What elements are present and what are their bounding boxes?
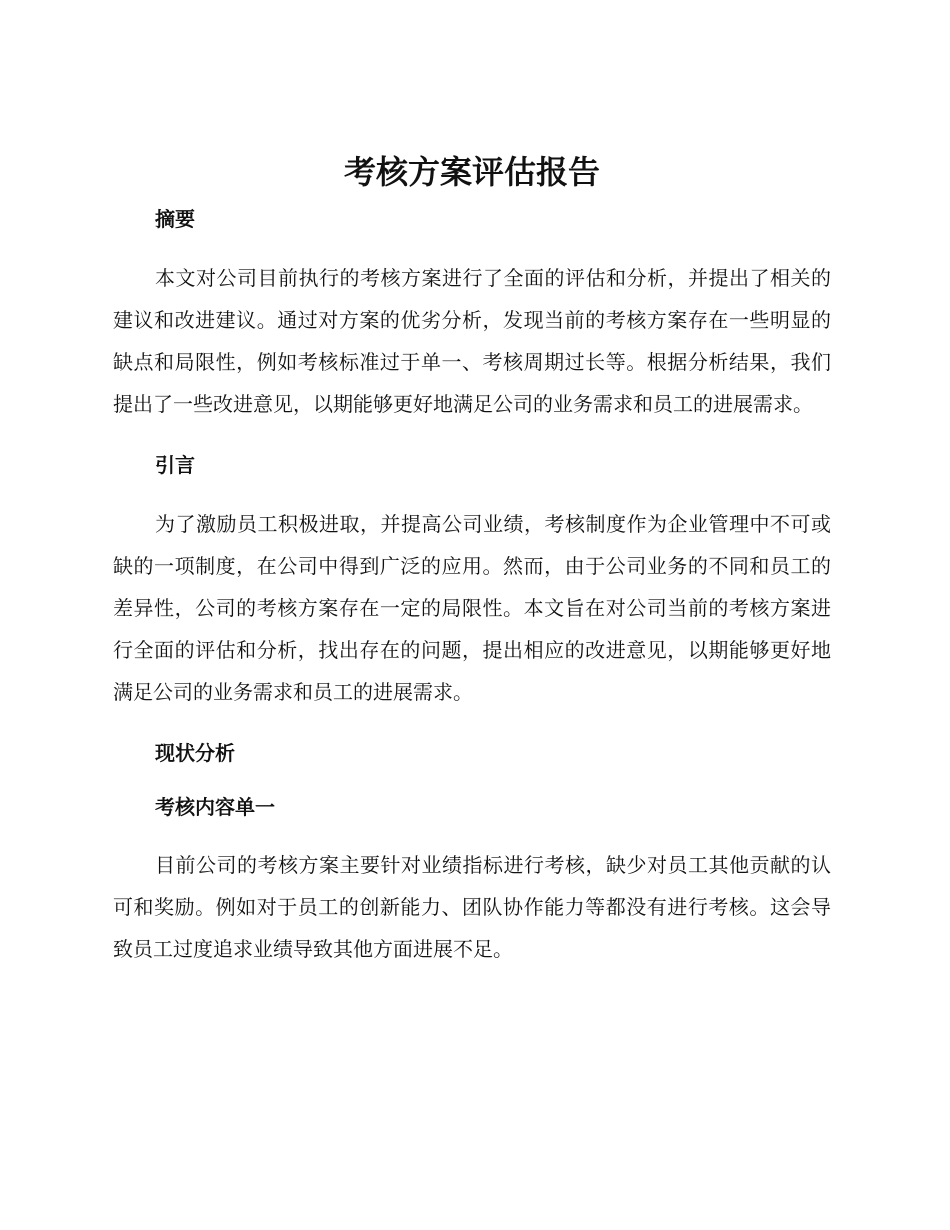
introduction-paragraph: 为了激励员工积极进取，并提高公司业绩，考核制度作为企业管理中不可或缺的一项制度，在公司中得到广泛的应用。然而，由于公司业务的不同和员工的差异性，公司的考核方案存在一定的局限性。本文旨在对公司当前的考核方案进行全面的评估和分析，找出存在的问题，提出相应的改进意见，以期能够更好地满足公司的业务需求和员工的进展需求。 — [113, 512, 831, 704]
status-analysis-heading: 现状分析 — [155, 741, 235, 765]
abstract-paragraph: 本文对公司目前执行的考核方案进行了全面的评估和分析，并提出了相关的建议和改进建议。通过对方案的优劣分析，发现当前的考核方案存在一些明显的缺点和局限性，例如考核标准过于单一、考核周期过长等。根据分析结果，我们提出了一些改进意见，以期能够更好地满足公司的业务需求和员工的进展需求。 — [113, 266, 831, 416]
single-content-paragraph: 目前公司的考核方案主要针对业绩指标进行考核，缺少对员工其他贡献的认可和奖励。例如对于员工的创新能力、团队协作能力等都没有进行考核。这会导致员工过度追求业绩导致其他方面进展不足。 — [113, 853, 831, 961]
single-content-heading: 考核内容单一 — [155, 795, 275, 819]
document-title: 考核方案评估报告 — [343, 153, 600, 191]
abstract-heading: 摘要 — [155, 207, 195, 231]
introduction-heading: 引言 — [155, 453, 195, 477]
document-content — [113, 148, 831, 970]
